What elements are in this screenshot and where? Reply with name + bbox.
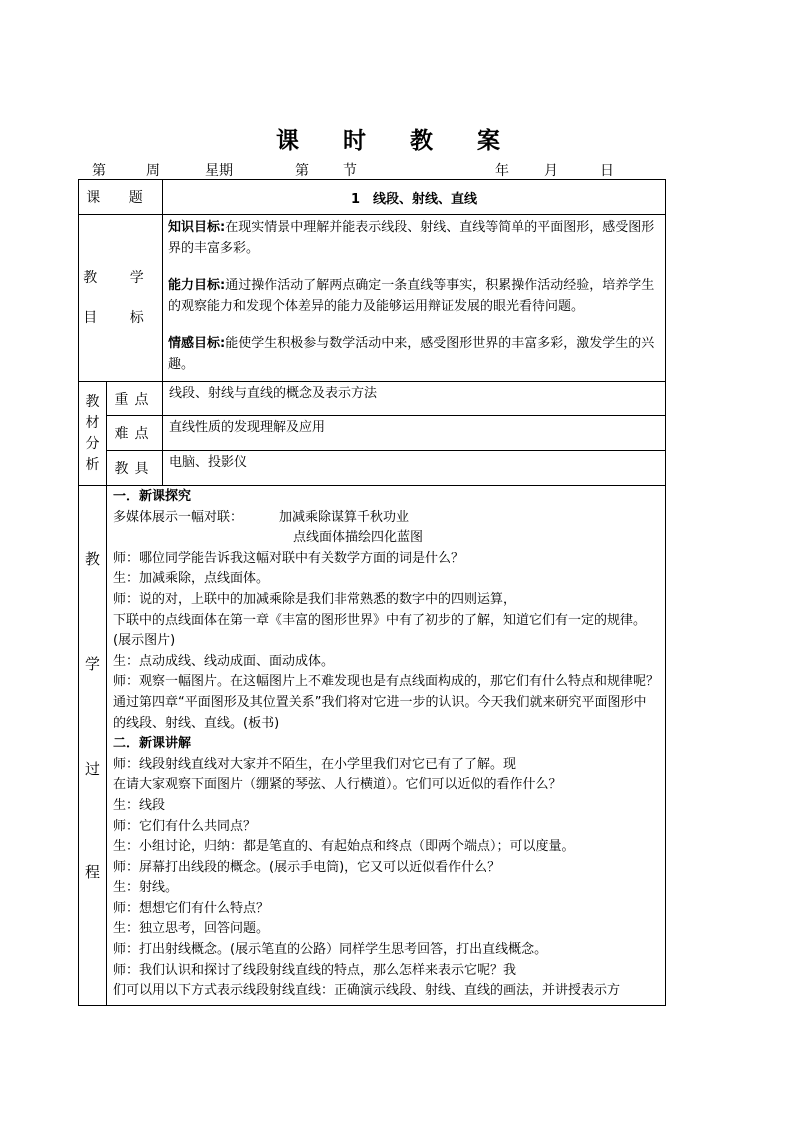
dialogue-line: 师：打出射线概念。(展示笔直的公路）同样学生思考回答，打出直线概念。: [113, 942, 548, 958]
date-field-week: 周: [146, 163, 160, 179]
dialogue-line: 生：小组讨论，归纳：都是笔直的、有起始点和终点（即两个端点）；可以度量。: [113, 839, 575, 855]
couplet-first-line: 加减乘除谋算千秋功业: [279, 509, 410, 525]
difficulty-label: 难点: [107, 416, 163, 451]
objective-emotion: [163, 333, 665, 375]
dialogue-line: 生：线段: [113, 797, 166, 813]
objective-text: 通过操作活动了解两点确定一条直线等事实，积累操作活动经验，培养学生的观察能力和发现个体差异的能力及能够运用辩证发展的眼光看待问题。: [168, 278, 655, 314]
process-label: [79, 486, 107, 1006]
dialogue-line: 生：射线。: [113, 880, 179, 896]
difficulty-row: [79, 416, 666, 451]
process-content: [107, 486, 666, 1006]
objective-ability: [163, 275, 665, 317]
key-point-row: [79, 382, 666, 416]
dialogue-line: 师：我们认识和探讨了线段射线直线的特点，那么怎样来表示它呢？我: [113, 962, 517, 978]
page-title: 课 时 教 案: [275, 128, 519, 154]
dialogue-line: 师：哪位同学能告诉我这幅对联中有关数学方面的词是什么？: [113, 550, 465, 566]
process-label-char: 过: [85, 760, 101, 778]
key-point-text: 线段、射线与直线的概念及表示方法: [163, 382, 666, 416]
objective-head: 知识目标:: [168, 220, 226, 235]
date-field-weekday: 星期: [205, 163, 233, 179]
couplet-intro: 多媒体展示一幅对联：: [113, 509, 244, 525]
objective-head: 能力目标:: [168, 278, 226, 293]
dialogue-line: 师：想想它们有什么特点？: [113, 900, 270, 916]
dialogue-line: 师：屏幕打出线段的概念。(展示手电筒)，它又可以近似看作什么？: [113, 859, 501, 875]
objectives-label-line1: 教 学: [83, 270, 158, 286]
dialogue-line: 师：说的对，上联中的加减乘除是我们非常熟悉的数字中的四则运算，: [113, 591, 517, 607]
objective-knowledge: [163, 217, 665, 259]
analysis-label-char: 分: [85, 435, 100, 452]
date-field-year: 年: [495, 163, 509, 179]
dialogue-line: 在请大家观察下面图片（绷紧的琴弦、人行横道）。它们可以近似的看作什么？: [113, 777, 562, 793]
lesson-plan-table: [78, 179, 666, 1006]
objectives-label: [79, 215, 163, 382]
analysis-label-char: 材: [85, 414, 100, 431]
dialogue-line: 师：它们有什么共同点？: [113, 818, 257, 834]
objective-text: 在现实情景中理解并能表示线段、射线、直线等简单的平面图形，感受图形界的丰富多彩。: [168, 220, 655, 256]
key-point-label: 重点: [107, 382, 163, 416]
dialogue-line: 师：观察一幅图片。在这幅图片上不难发现也是有点线面构成的，那它们有什么特点和规律呢？通过第四章“平面图形及其位置关系”我们将对它进一步的认识。今天我们就来研究平面图形中的线段、射线、直线。(板书): [113, 674, 660, 731]
date-field-period-prefix: 第: [295, 163, 309, 179]
dialogue-line: 师：线段射线直线对大家并不陌生，在小学里我们对它已有了了解。现: [113, 756, 517, 772]
date-field-period: 节: [343, 163, 357, 179]
dialogue-line: 生：点动成线、线动成面、面动成体。: [113, 653, 335, 669]
date-field-day: 日: [600, 163, 614, 179]
analysis-label-char: 教: [85, 393, 100, 410]
tools-text: 电脑、投影仪: [163, 451, 666, 486]
process-label-char: 教: [85, 550, 101, 568]
date-field-month: 月: [544, 163, 558, 179]
objectives-label-line2: 目 标: [83, 310, 158, 326]
dialogue-line: 生：独立思考，回答问题。: [113, 921, 270, 937]
tools-label: 教具: [107, 451, 163, 486]
lesson-topic: 1 线段、射线、直线: [163, 180, 666, 215]
tools-row: [79, 451, 666, 486]
objectives-cell: [163, 215, 666, 382]
objective-text: 能使学生积极参与数学活动中来，感受图形世界的丰富多彩，激发学生的兴趣。: [168, 336, 655, 372]
section-heading: 二．新课讲解: [113, 736, 192, 752]
dialogue-line: 们可以用以下方式表示线段射线直线：正确演示线段、射线、直线的画法，并讲授表示方: [113, 983, 621, 999]
dialogue-line: 下联中的点线面体在第一章《丰富的图形世界》中有了初步的了解，知道它们有一定的规律。(展示图片): [113, 612, 647, 649]
analysis-label: [79, 382, 107, 486]
couplet-second-line: 点线面体描绘四化蓝图: [293, 530, 424, 546]
dialogue-line: 生：加减乘除，点线面体。: [113, 571, 270, 587]
difficulty-text: 直线性质的发现理解及应用: [163, 416, 666, 451]
date-field-week-prefix: 第: [92, 163, 106, 179]
topic-label: 课 题: [79, 180, 163, 215]
topic-row: [79, 180, 666, 215]
objective-head: 情感目标:: [168, 336, 226, 351]
section-heading: 一．新课探究: [113, 489, 192, 504]
process-row: [79, 486, 666, 1006]
objectives-row: [79, 215, 666, 382]
analysis-label-char: 析: [85, 456, 100, 473]
process-label-char: 学: [85, 655, 101, 673]
couplet-line: [107, 508, 665, 529]
process-label-char: 程: [85, 863, 101, 881]
